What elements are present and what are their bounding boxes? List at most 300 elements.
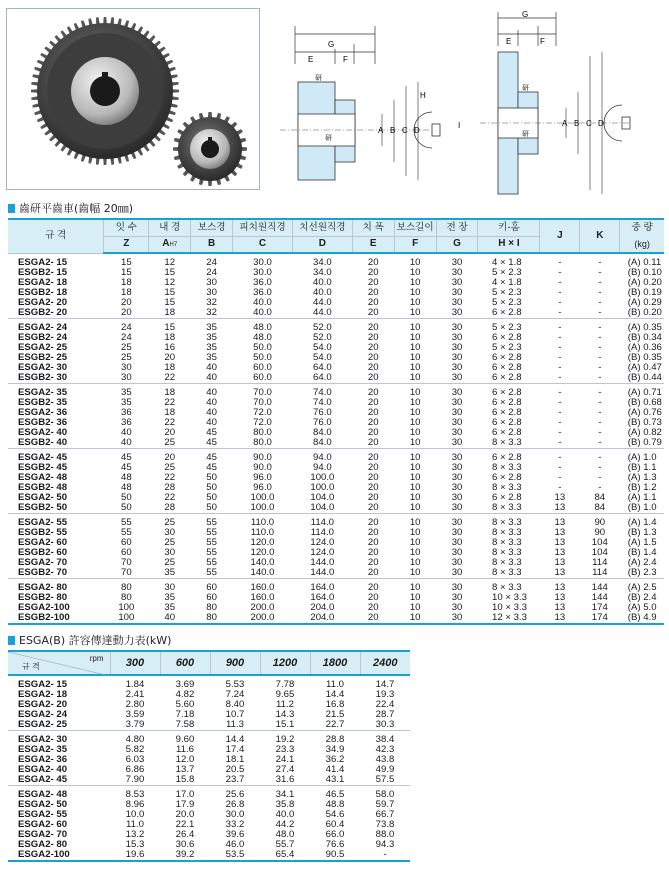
table-cell: 40.0 [253, 297, 272, 308]
table-cell: 40.0 [275, 809, 295, 820]
table-cell: - [558, 372, 562, 383]
table-cell: 7.18 [175, 709, 195, 720]
table-cell: 9.65 [275, 689, 295, 700]
table-cell: 34.0 [313, 257, 332, 268]
table-row [8, 850, 410, 861]
header-face-width: 치 폭 [352, 219, 394, 236]
header-j: J [540, 219, 580, 253]
table-cell: 110.0 [250, 517, 275, 528]
table-cell: 14.4 [225, 734, 245, 745]
table-cell: 50.0 [253, 352, 272, 363]
table-cell: 40 [120, 427, 132, 438]
table-cell: 20 [367, 592, 379, 603]
table-cell: 6 × 2.8 [491, 417, 522, 428]
table-cell: 42.3 [375, 744, 395, 755]
header-k: K [580, 219, 620, 253]
table-row [8, 700, 410, 710]
power-header-corner: rpm 규 격 [8, 651, 110, 675]
table-cell: 46.0 [225, 839, 245, 850]
svg-text:E: E [506, 37, 512, 46]
table-cell: ESGB2- 35 [18, 397, 68, 408]
table-cell: 30 [451, 547, 463, 558]
table-cell: 30 [451, 452, 463, 463]
table-cell: - [598, 387, 602, 398]
table-cell: 43.8 [375, 754, 395, 765]
table-cell: 80.0 [253, 427, 272, 438]
rpm-1800: 1800 [310, 651, 360, 675]
small-gear-image [173, 112, 247, 186]
table-cell: 30 [451, 362, 463, 373]
table-cell: 6.86 [125, 764, 145, 775]
table-cell: 3.59 [125, 709, 145, 720]
table-cell: 12 × 3.3 [491, 612, 527, 623]
table-cell: 40 [206, 407, 217, 418]
table-cell: 90 [594, 517, 606, 528]
row-group [8, 786, 410, 862]
table-cell: 3.79 [125, 719, 145, 730]
table-cell: 50 [206, 472, 217, 483]
svg-text:A: A [562, 119, 568, 128]
table-cell: 13 [554, 492, 566, 503]
table-cell: 28.7 [375, 709, 395, 720]
table-cell: ESGB2- 70 [18, 567, 68, 578]
table-cell: 5 × 2.3 [491, 342, 522, 353]
table-cell: 17.4 [225, 744, 245, 755]
table-cell: 10 × 3.3 [491, 592, 527, 603]
table-cell: 20 [164, 452, 176, 463]
table-cell: 14.4 [325, 689, 345, 700]
table-cell: 200.0 [250, 612, 275, 623]
table-cell: 120.0 [250, 547, 275, 558]
table-cell: 144 [591, 592, 608, 603]
table-cell: 114.0 [310, 517, 335, 528]
table-cell: 55 [206, 567, 217, 578]
table-cell: 25 [120, 342, 132, 353]
table-cell: (B) 1.4 [627, 547, 657, 558]
table-cell: 49.9 [375, 764, 395, 775]
spec-table [8, 218, 664, 625]
table-cell: 20 [367, 342, 379, 353]
spec-header-row [8, 219, 664, 236]
table-cell: ESGA2- 40 [18, 427, 68, 438]
table-cell: 18 [164, 407, 176, 418]
table-cell: 20 [120, 297, 132, 308]
table-cell: 35 [206, 332, 217, 343]
table-cell: 25.6 [225, 789, 245, 800]
table-cell: 20 [367, 362, 379, 373]
table-cell: 76.0 [313, 407, 332, 418]
table-cell: 10.7 [225, 709, 245, 720]
table-cell: 84.0 [313, 437, 332, 448]
gear-drawing-plate [470, 4, 665, 200]
table-row [8, 268, 664, 278]
table-cell: 200.0 [250, 602, 275, 613]
table-cell: 30 [451, 492, 463, 503]
table-cell: 13 [554, 567, 566, 578]
table-cell: - [558, 332, 562, 343]
table-cell: 11.3 [226, 719, 244, 730]
table-cell: - [558, 307, 562, 318]
svg-text:D: D [598, 119, 604, 128]
table-cell: 6 × 2.8 [491, 362, 522, 373]
table-cell: 13.2 [125, 829, 145, 840]
svg-text:研: 研 [325, 134, 332, 142]
table-cell: 2.41 [125, 689, 145, 700]
table-cell: ESGA2- 30 [18, 734, 68, 745]
table-cell: 30 [451, 517, 463, 528]
table-cell: 21.5 [325, 709, 345, 720]
table-row [8, 333, 664, 343]
table-cell: 10 [409, 352, 421, 363]
table-cell: 10 [409, 267, 421, 278]
table-cell: ESGA2- 80 [18, 582, 68, 593]
table-cell: 70 [120, 567, 132, 578]
table-cell: 8 × 3.3 [491, 582, 522, 593]
table-cell: 6 × 2.8 [491, 492, 522, 503]
table-cell: 18 [164, 362, 176, 373]
table-row [8, 483, 664, 493]
table-row [8, 786, 410, 801]
table-cell: 25 [164, 517, 176, 528]
table-cell: (A) 1.1 [627, 492, 657, 503]
table-cell: 6 × 2.8 [491, 427, 522, 438]
table-cell: 90.0 [253, 452, 272, 463]
table-cell: 144 [591, 582, 608, 593]
table-cell: 20 [367, 287, 379, 298]
table-cell: 5.60 [175, 699, 195, 710]
table-cell: 20 [367, 257, 379, 268]
table-cell: 20 [367, 352, 379, 363]
table-cell: 4 × 1.8 [491, 257, 522, 268]
table-cell: 30.0 [253, 257, 272, 268]
table-cell: 70.0 [253, 387, 272, 398]
table-cell: 8 × 3.3 [491, 517, 522, 528]
table-cell: 55.7 [275, 839, 295, 850]
table-cell: 40 [206, 397, 217, 408]
table-cell: 4 × 1.8 [491, 277, 522, 288]
table-cell: 30 [451, 537, 463, 548]
table-cell: 54.6 [325, 809, 345, 820]
table-cell: 20 [367, 527, 379, 538]
table-cell: 48.0 [253, 332, 272, 343]
table-cell: 20 [367, 267, 379, 278]
svg-text:C: C [586, 119, 592, 128]
table-cell: 5 × 2.3 [491, 297, 522, 308]
table-cell: (A) 0.76 [627, 407, 662, 418]
table-cell: 140.0 [250, 557, 275, 568]
table-cell: (B) 2.3 [627, 567, 657, 578]
table-cell: 30 [451, 267, 463, 278]
table-cell: 60.0 [253, 362, 272, 373]
table-cell: 20 [367, 372, 379, 383]
table-cell: ESGB2- 36 [18, 417, 68, 428]
row-group [8, 319, 664, 384]
table-cell: - [598, 257, 602, 268]
table-row [8, 463, 664, 473]
table-cell: 30 [451, 582, 463, 593]
svg-text:C: C [402, 126, 408, 135]
table-cell: 36.0 [253, 287, 272, 298]
table-cell: - [598, 397, 602, 408]
table-cell: 30 [451, 332, 463, 343]
table-cell: 35 [120, 387, 132, 398]
table-cell: - [558, 407, 562, 418]
table-cell: 30 [451, 602, 463, 613]
table-cell: 20 [367, 407, 379, 418]
table-cell: 18 [164, 387, 176, 398]
subheader-f: F [394, 236, 436, 253]
table-cell: - [598, 287, 602, 298]
subheader-c: C [233, 236, 293, 253]
svg-text:研: 研 [522, 130, 529, 138]
table-cell: - [598, 417, 602, 428]
power-header-row [8, 651, 410, 675]
table-cell: 22.1 [175, 819, 195, 830]
table-cell: 30 [451, 322, 463, 333]
table-cell: 20 [367, 307, 379, 318]
table-cell: 55 [206, 557, 217, 568]
table-cell: 30 [451, 612, 463, 623]
table-cell: 10 [409, 322, 421, 333]
table-cell: 10 [409, 502, 421, 513]
table-cell: 30 [451, 397, 463, 408]
table-row [8, 765, 410, 775]
table-cell: (A) 0.47 [627, 362, 662, 373]
table-cell: (A) 0.71 [627, 387, 662, 398]
table-row [8, 384, 664, 399]
table-cell: ESGB2- 15 [18, 267, 68, 278]
table-cell: 20 [367, 482, 379, 493]
table-cell: 5 × 2.3 [491, 322, 522, 333]
table-row [8, 800, 410, 810]
table-cell: 16 [164, 342, 176, 353]
table-cell: 76.0 [313, 417, 332, 428]
table-cell: 26.4 [175, 829, 195, 840]
table-cell: 10 [409, 492, 421, 503]
table-cell: 10 [409, 462, 421, 473]
table-cell: 30 [451, 257, 463, 268]
table-cell: (A) 2.4 [627, 557, 657, 568]
table-cell: 54.0 [313, 342, 332, 353]
table-cell: 35.8 [275, 799, 295, 810]
table-cell: 8 × 3.3 [491, 437, 522, 448]
table-cell: 19.6 [125, 849, 145, 860]
table-cell: 10 [409, 472, 421, 483]
table-cell: 6 × 2.8 [491, 472, 522, 483]
table-cell: 22.7 [325, 719, 345, 730]
table-cell: 76.6 [325, 839, 345, 850]
table-cell: 20 [367, 547, 379, 558]
table-row [8, 755, 410, 765]
table-cell: 36 [120, 417, 132, 428]
table-cell: - [598, 297, 602, 308]
table-cell: 10 [409, 417, 421, 428]
table-cell: 6.03 [125, 754, 145, 765]
table-cell: (B) 0.35 [627, 352, 662, 363]
row-group [8, 675, 410, 731]
table-cell: 30 [164, 582, 176, 593]
table-cell: - [558, 297, 562, 308]
table-cell: (A) 0.35 [627, 322, 662, 333]
table-cell: 7.78 [275, 679, 295, 690]
table-cell: 90.5 [325, 849, 345, 860]
table-cell: 30.0 [253, 267, 272, 278]
table-cell: 8 × 3.3 [491, 482, 522, 493]
table-cell: 45 [120, 452, 132, 463]
table-row [8, 298, 664, 308]
table-row [8, 343, 664, 353]
table-cell: ESGA2- 80 [18, 839, 68, 850]
table-cell: 35 [120, 397, 132, 408]
table-cell: 39.6 [225, 829, 245, 840]
table-cell: 80.0 [253, 437, 272, 448]
table-cell: ESGB2- 48 [18, 482, 68, 493]
table-cell: 100.0 [310, 472, 335, 483]
subheader-hxi: H × I [478, 236, 540, 253]
table-row [8, 493, 664, 503]
table-cell: 6 × 2.8 [491, 372, 522, 383]
table-cell: 8 × 3.3 [491, 527, 522, 538]
section-marker-icon [8, 204, 15, 213]
table-cell: - [598, 482, 602, 493]
table-cell: 84 [594, 492, 606, 503]
table-cell: 80 [120, 592, 132, 603]
table-cell: 72.0 [253, 417, 272, 428]
table-cell: (B) 2.4 [627, 592, 657, 603]
table-cell: 144.0 [310, 557, 335, 568]
table-cell: 160.0 [250, 592, 275, 603]
subheader-g: G [436, 236, 478, 253]
table-cell: 40 [120, 437, 132, 448]
table-cell: - [598, 267, 602, 278]
table-cell: (A) 1.5 [627, 537, 657, 548]
table-cell: 22 [164, 397, 176, 408]
table-cell: 30 [120, 362, 132, 373]
subheader-b: B [191, 236, 233, 253]
table-row [8, 473, 664, 483]
table-cell: 55 [120, 527, 132, 538]
table-cell: (A) 0.29 [627, 297, 662, 308]
table-cell: 13 [554, 527, 566, 538]
table-cell: 20 [367, 297, 379, 308]
table-cell: 20 [367, 612, 379, 623]
table-cell: 22 [164, 472, 176, 483]
table-cell: 6 × 2.8 [491, 452, 522, 463]
table-cell: 20 [120, 307, 132, 318]
table-cell: 164.0 [310, 592, 335, 603]
table-cell: 20 [367, 462, 379, 473]
table-cell: (B) 0.19 [627, 287, 662, 298]
table-cell: 30 [206, 277, 217, 288]
table-cell: - [598, 322, 602, 333]
table-cell: 19.2 [275, 734, 295, 745]
table-cell: ESGA2- 20 [18, 699, 68, 710]
table-cell: 8 × 3.3 [491, 567, 522, 578]
table-cell: 20 [367, 277, 379, 288]
table-cell: 11.0 [126, 819, 144, 830]
table-cell: 10 [409, 547, 421, 558]
table-cell: ESGB2- 30 [18, 372, 68, 383]
table-cell: 30 [451, 297, 463, 308]
table-cell: 13 [554, 517, 566, 528]
row-group [8, 253, 664, 319]
table-cell: - [558, 362, 562, 373]
table-cell: 88.0 [375, 829, 395, 840]
table-cell: 15 [164, 287, 176, 298]
table-cell: 8.53 [125, 789, 145, 800]
table-cell: 13 [554, 592, 566, 603]
table-cell: ESGA2- 30 [18, 362, 68, 373]
table-cell: 55 [206, 527, 217, 538]
table-cell: 7.58 [175, 719, 195, 730]
table-row [8, 408, 664, 418]
table-cell: 84.0 [313, 427, 332, 438]
table-cell: 16.8 [325, 699, 345, 710]
table-cell: 30 [451, 342, 463, 353]
table-cell: 24.1 [275, 754, 295, 765]
table-cell: 40.0 [253, 307, 272, 318]
table-cell: ESGB2- 45 [18, 462, 68, 473]
table-cell: - [558, 462, 562, 473]
table-cell: 20 [367, 427, 379, 438]
section-marker-icon [8, 636, 15, 645]
table-cell: 8.40 [225, 699, 245, 710]
table-cell: ESGB2- 50 [18, 502, 68, 513]
table-cell: 30 [164, 527, 176, 538]
table-cell: 30 [206, 287, 217, 298]
table-cell: 30 [451, 417, 463, 428]
table-cell: 45 [206, 427, 217, 438]
table-cell: 7.90 [125, 774, 145, 785]
table-cell: ESGA2- 40 [18, 764, 68, 775]
row-group [8, 514, 664, 579]
table-cell: 15 [164, 297, 176, 308]
table-cell: 11.6 [176, 744, 194, 755]
table-cell: 10 [409, 387, 421, 398]
header-pitch-dia: 피치원직경 [233, 219, 293, 236]
table-cell: (B) 0.79 [627, 437, 662, 448]
svg-text:G: G [522, 10, 529, 19]
table-row [8, 579, 664, 594]
table-cell: 53.5 [225, 849, 245, 860]
table-cell: 59.7 [375, 799, 395, 810]
table-row [8, 731, 410, 746]
table-cell: 22 [164, 417, 176, 428]
table-row [8, 503, 664, 514]
table-cell: 14.3 [275, 709, 295, 720]
table-cell: 60 [120, 537, 132, 548]
table-cell: 9.60 [175, 734, 195, 745]
table-cell: - [558, 452, 562, 463]
subheader-d: D [292, 236, 352, 253]
table-cell: 40 [206, 362, 217, 373]
table-cell: 1.84 [125, 679, 145, 690]
header-keyway: 키-홈 [478, 219, 540, 236]
table-cell: - [598, 427, 602, 438]
table-cell: - [598, 332, 602, 343]
svg-text:F: F [540, 37, 545, 46]
table-cell: ESGA2- 35 [18, 744, 68, 755]
table-cell: 104 [591, 547, 608, 558]
table-cell: 10 [409, 517, 421, 528]
table-cell: 10 [409, 257, 421, 268]
table-cell: ESGA2- 60 [18, 537, 68, 548]
table-cell: 10 [409, 527, 421, 538]
table-cell: 11.2 [276, 699, 294, 710]
table-cell: 74.0 [313, 387, 332, 398]
table-cell: 94.0 [313, 462, 332, 473]
table-cell: ESGA2- 18 [18, 689, 68, 700]
